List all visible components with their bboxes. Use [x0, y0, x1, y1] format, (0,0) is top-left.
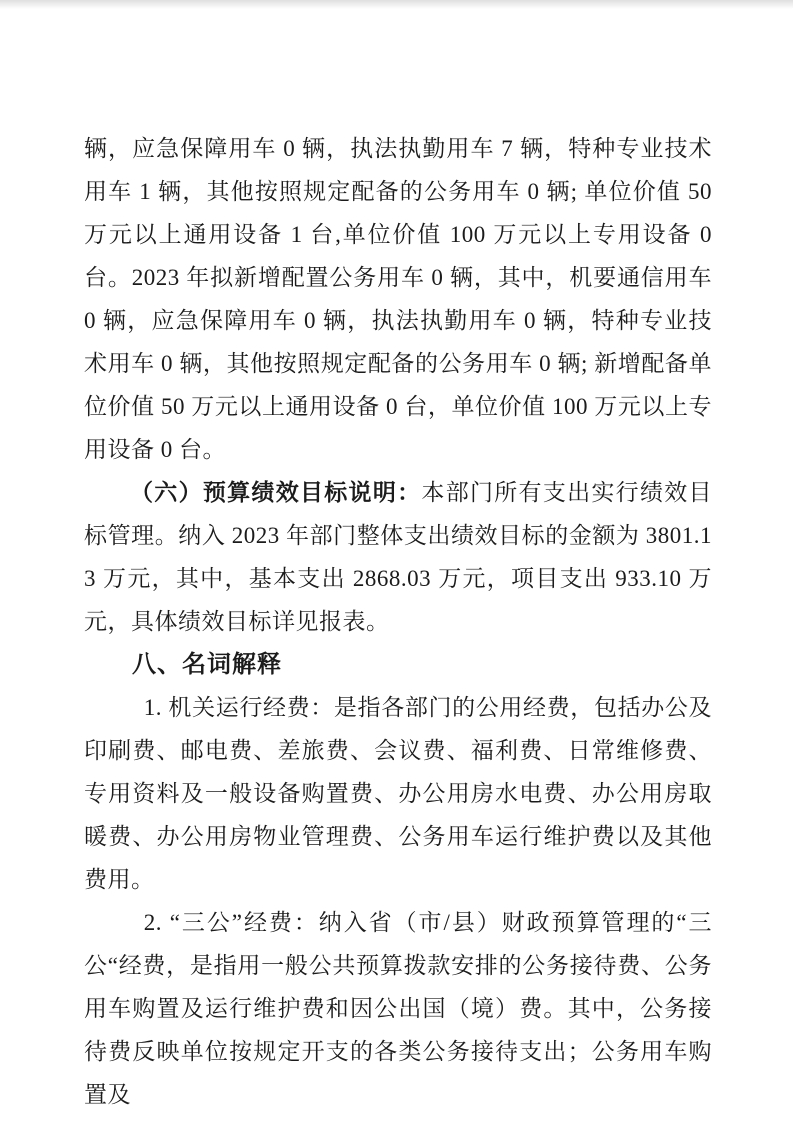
paragraph-body-text: 本部门所有支出实行绩效目标管理。纳入 2023 年部门整体支出绩效目标的金额为 3801.13 万元，其中，基本支出 2868.03 万元，项目支出 933.10 万元，具体绩效目标详见报表。 [84, 480, 713, 634]
paragraph-term-three-public-funds: 2. “三公”经费：纳入省（市/县）财政预算管理的“三公“经费，是指用一般公共预算拨款安排的公务接待费、公务用车购置及运行维护费和因公出国（境）费。其中，公务接待费反映单位按规定开支的各类公务接待支出；公务用车购置及 [84, 910, 712, 1107]
paragraph-bold-lead: （六）预算绩效目标说明： [130, 479, 422, 505]
document-content [84, 127, 712, 1116]
paragraph-budget-performance-targets [84, 471, 712, 643]
section-heading-glossary: 八、名词解释 [132, 651, 282, 678]
scan-top-shadow [0, 0, 793, 9]
paragraph-term-agency-operating-funds: 1. 机关运行经费：是指各部门的公用经费，包括办公及印刷费、邮电费、差旅费、会议费、福利费、日常维修费、专用资料及一般设备购置费、办公用房水电费、办公用房取暖费、办公用房物业管理费、公务用车运行维护费以及其他费用。 [84, 695, 712, 892]
paragraph-vehicle-equipment-continuation: 辆，应急保障用车 0 辆，执法执勤用车 7 辆，特种专业技术用车 1 辆，其他按照规定配备的公务用车 0 辆; 单位价值 50 万元以上通用设备 1 台,单位价值 100 万元以上专用设备 0 台。2023 年拟新增配置公务用车 0 辆，其中，机要通信用车 0 辆，应急保障用车 0 辆，执法执勤用车 0 辆，特种专业技术用车 0 辆，其他按照规定配备的公务用车 0 辆; 新增配备单位价值 50 万元以上通用设备 0 台，单位价值 100 万元以上专用设备 0 台。 [84, 136, 712, 462]
